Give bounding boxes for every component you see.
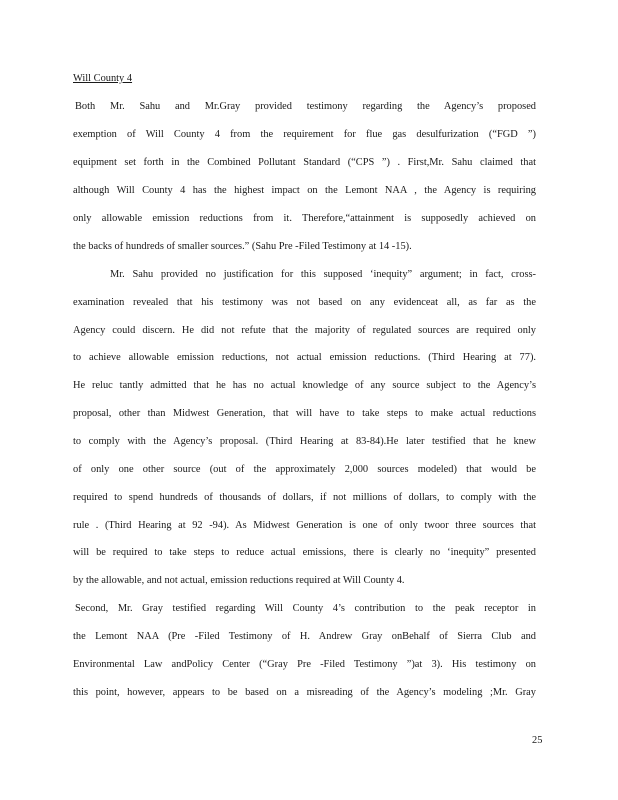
text-line: Environmental Law andPolicy Center (“Gray Pre -Filed Testimony ”)at 3). His testimony on (73, 659, 536, 670)
section-heading: Will County 4 (73, 73, 133, 84)
text-line: this point, however, appears to be based on a misreading of the Agency’s modeling ;Mr. Gray (73, 687, 536, 698)
text-line: to achieve allowable emission reductions, not actual emission reductions. (Third Hearing at 77). (73, 352, 536, 363)
text-line: although Will County 4 has the highest impact on the Lemont NAA , the Agency is requiring (73, 185, 536, 196)
text-line: proposal, other than Midwest Generation, that will have to take steps to make actual reductions (73, 408, 536, 419)
text-line: Both Mr. Sahu and Mr.Gray provided testimony regarding the Agency’s proposed (75, 101, 536, 112)
text-line: to comply with the Agency’s proposal. (Third Hearing at 83-84).He later testified that he knew (73, 436, 536, 447)
text-line: required to spend hundreds of thousands of dollars, if not millions of dollars, to comply with the (73, 492, 536, 503)
text-line: of only one other source (out of the approximately 2,000 sources modeled) that would be (73, 464, 536, 475)
text-line: by the allowable, and not actual, emission reductions required at Will County 4. (73, 575, 405, 586)
text-line: the Lemont NAA (Pre -Filed Testimony of H. Andrew Gray onBehalf of Sierra Club and (73, 631, 536, 642)
text-line: Second, Mr. Gray testified regarding Will County 4’s contribution to the peak receptor in (75, 603, 536, 614)
text-line: He reluc tantly admitted that he has no actual knowledge of any source subject to the Agency’s (73, 380, 536, 391)
text-line: rule . (Third Hearing at 92 -94). As Midwest Generation is one of only twoor three sources that (73, 520, 536, 531)
text-line: Agency could discern. He did not refute that the majority of regulated sources are required only (73, 325, 536, 336)
text-line: will be required to take steps to reduce actual emissions, there is clearly no ‘inequity” presented (73, 547, 536, 558)
text-line: only allowable emission reductions from it. Therefore,“attainment is supposedly achieved on (73, 213, 536, 224)
text-line: examination revealed that his testimony was not based on any evidenceat all, as far as the (73, 297, 536, 308)
text-line: Mr. Sahu provided no justification for this supposed ‘inequity” argument; in fact, cross- (110, 269, 536, 280)
text-line: the backs of hundreds of smaller sources.” (Sahu Pre -Filed Testimony at 14 -15). (73, 241, 412, 252)
text-line: equipment set forth in the Combined Pollutant Standard (“CPS ”) . First,Mr. Sahu claimed that (73, 157, 536, 168)
text-line: exemption of Will County 4 from the requirement for flue gas desulfurization (“FGD ”) (73, 129, 536, 140)
page-number: 25 (532, 735, 543, 746)
